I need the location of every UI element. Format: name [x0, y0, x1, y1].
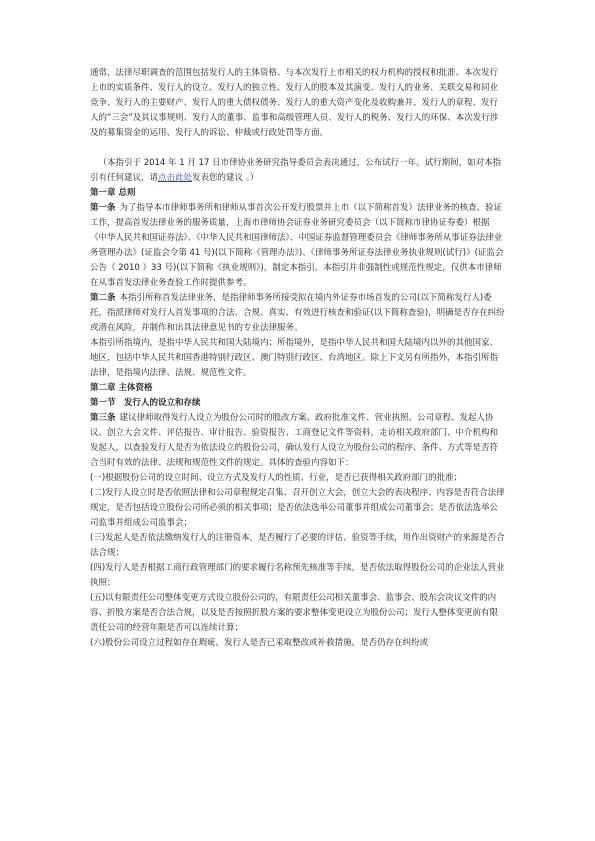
document-body	[90, 66, 506, 651]
list-item: (二)发行人设立时是否依照法律和公司章程规定召集、召开创立大会，创立大会的表决程序、内容是否符合法律规定，是否包括设立股份公司所必须的相关事项；是否依法选举公司董事并组成公司董事会；是否依法选举公司监事并组成公司监事会；	[90, 488, 505, 528]
chapter-1-title: 第一章 总则	[90, 188, 136, 198]
list-item: (五)以有限责任公司整体变更方式设立股份公司的，有限责任公司相关董事会、监事会、股东会决议文件的内容、折股方案是否合法合规，以及是否按照折股方案的要求整体变更设立为股份公司；发行人整体变更前有限责任公司的经营年限是否可以连续计算；	[90, 593, 499, 633]
note-text-before: （本指引于 2014 年 1 月 17 日市律协业务研究指导委员会表决通过，公布试行一年。试行期间，如对本指引有任何建议，请	[90, 158, 502, 183]
article-1-text: 为了指导本市律师事务所和律师从事首次公开发行股票并上市（以下简称首发）法律业务的核查、验证工作，提高首发法律业务的服务质量，上海市律师协会证券业务研究委员会（以下简称市律协证券委）根据《中华人民共和国证券法》、《中华人民共和国律师法》、中国证券监督管理委员会《律师事务所从事证券法律业务管理办法》(证监会令第 41 号)(以下简称《管理办法》)、《律师事务所证券法律业务执业规则(试行)》(证监会公告（ 2010 ）33 号)(以下简称《执业规则》)，制定本指引。本指引并非强制性或规范性规定，仅供本市律师在从事首发法律业务查验工作时提供参考。	[90, 203, 504, 288]
section-1-title: 第一节 发行人的设立和存续	[90, 398, 201, 408]
article-1	[90, 201, 506, 291]
list-item: (三)发起人是否依法缴纳发行人的注册资本，是否履行了必要的评估、验资等手续，用作出资财产的来源是否合法合规；	[90, 533, 505, 558]
chapter-2-title: 第二章 主体资格	[90, 383, 153, 393]
article-3-text: 建议律师取得发行人设立为股份公司时的股改方案、政府批准文件、营业执照、公司章程、发起人协议、创立大会文件、评估报告、审计报告、验资报告、工商登记文件等资料，走访相关政府部门、中介机构和发起人，以查验发行人是否为依法设立的股份公司，确认发行人设立为股份公司的程序、条件、方式等是否符合当时有效的法律、法规和规范性文件的规定。具体的查验内容如下：	[90, 413, 499, 468]
list-item: (一)根据股份公司的设立时间、设立方式及发行人的性质、行业，是否已获得相关政府部门的批准；	[90, 473, 463, 483]
article-3	[90, 411, 506, 471]
article-1-label: 第一条	[90, 203, 116, 213]
article-2-text: 本指引所称首发法律业务，是指律师事务所接受拟在境内外证券市场首发的公司(以下简称发行人)委托，指派律师对发行人首发事项的合法、合规、真实、有效进行核查和验证(以下简称查验)，明确是否存在纠纷或潜在风险，并制作和出具法律意见书的专业法律服务。	[90, 293, 505, 333]
article-2-paragraph-2: 本指引所指境内，是指中华人民共和国大陆境内；所指境外，是指中华人民共和国大陆境内以外的其他国家、地区，包括中华人民共和国香港特别行政区、澳门特别行政区、台湾地区。除上下文另有所指外，本指引所指法律，是指境内法律、法规、规范性文件。	[90, 338, 499, 378]
intro-paragraph: 通常，法律尽职调查的范围包括发行人的主体资格、与本次发行上市相关的权力机构的授权和批准、本次发行上市的实质条件、发行人的设立、发行人的独立性、发行人的股本及其演变、发行人的业务、关联交易和同业竞争、发行人的主要财产、发行人的重大债权债务、发行人的重大资产变化及收购兼并、发行人的章程、发行人的“三会”及其议事规则、发行人的董事、监事和高级管理人员、发行人的税务、发行人的环保、本次发行涉及的募集资金的运用、发行人的诉讼、仲裁或行政处罚等方面。	[90, 68, 499, 138]
article-2-label: 第二条	[90, 293, 116, 303]
article-2	[90, 291, 506, 336]
list-item: (四)发行人是否根据工商行政管理部门的要求履行名称预先核准等手续，是否依法取得股份公司的企业法人营业执照；	[90, 563, 505, 588]
article-3-label: 第三条	[90, 413, 116, 423]
trial-note	[90, 156, 506, 186]
feedback-link[interactable]: 点击此处	[158, 173, 193, 183]
list-item: (六)股份公司设立过程如存在瑕疵，发行人是否已采取整改或补救措施，是否仍存在纠纷或	[90, 638, 429, 648]
note-text-after: 发表您的建议 。）	[192, 173, 259, 183]
